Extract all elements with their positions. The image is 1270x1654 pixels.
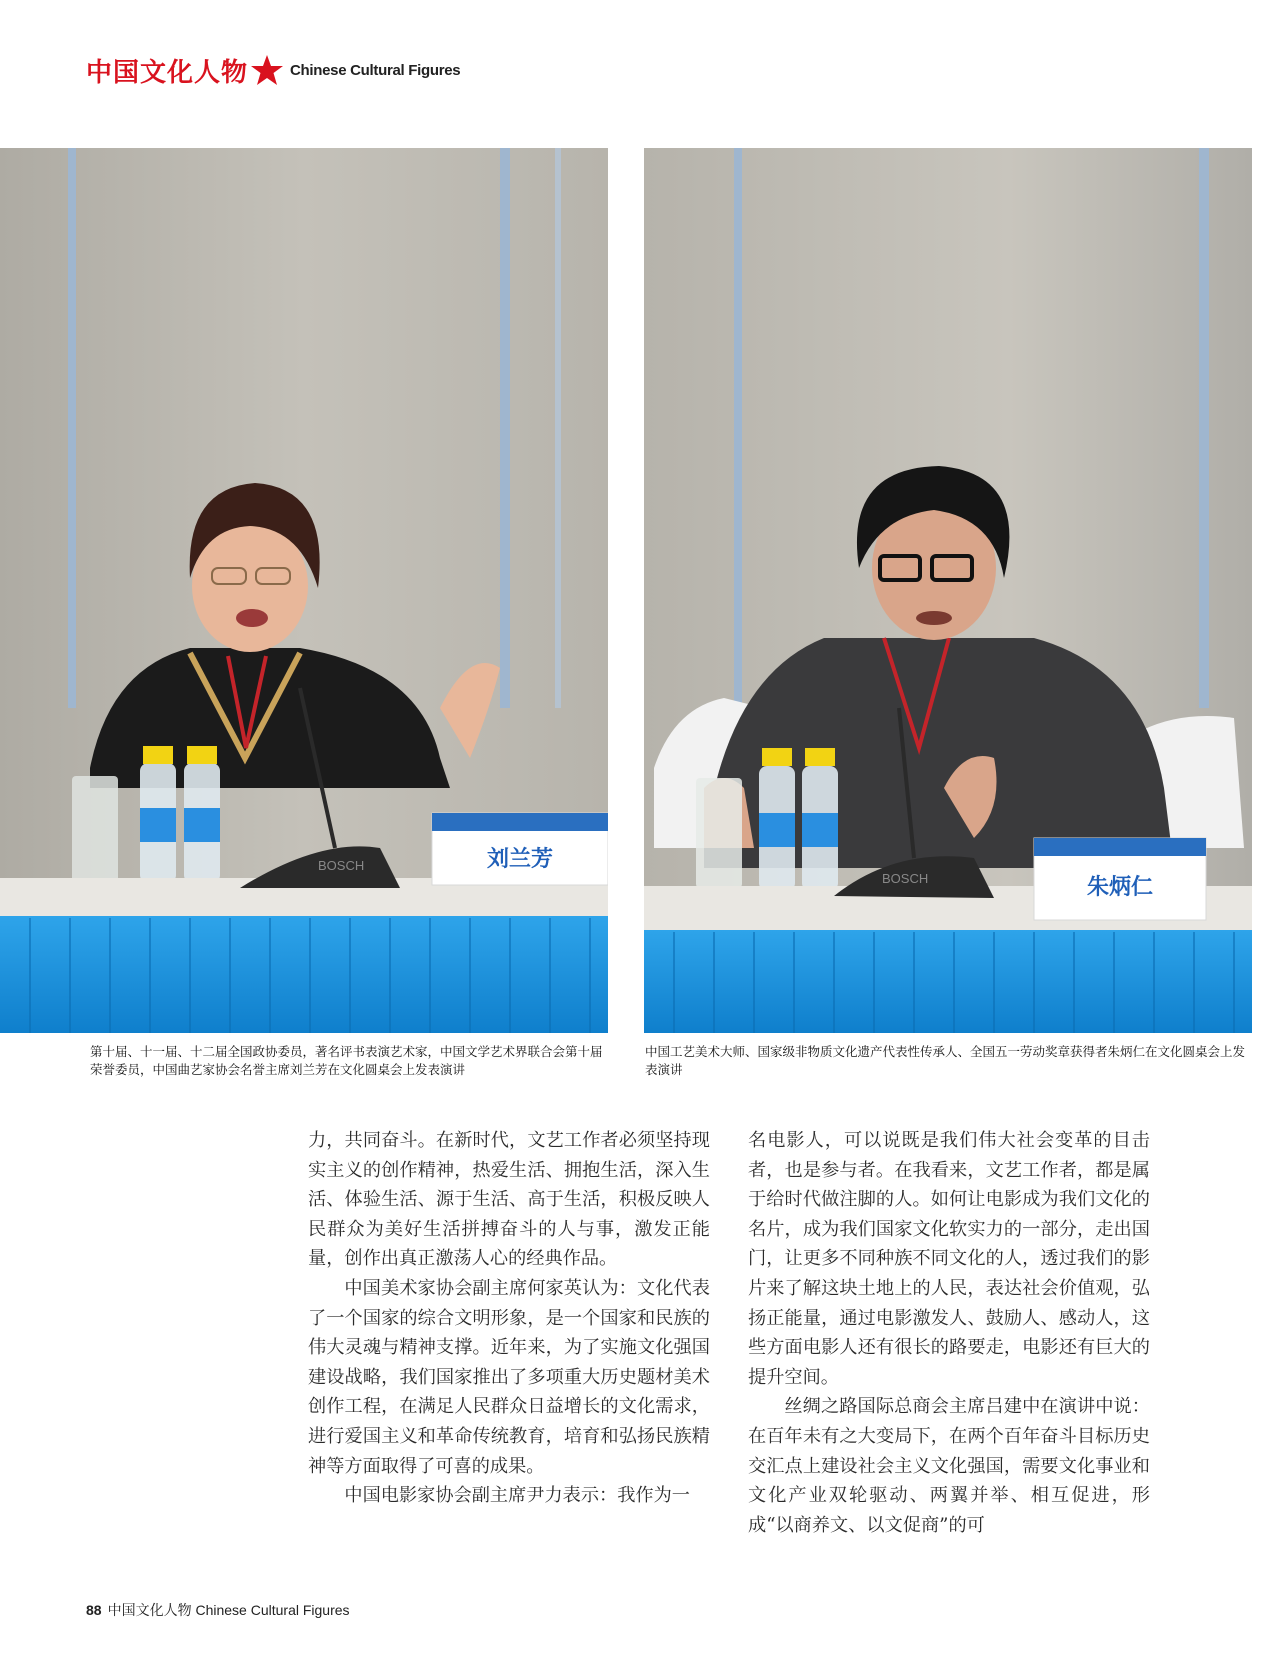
paragraph: 丝绸之路国际总商会主席吕建中在演讲中说：在百年未有之大变局下，在两个百年奋斗目标历史交汇点上建设社会主义文化强国，需要文化事业和文化产业双轮驱动、两翼并举、相互促进，形成“以商养文、以文促商”的可	[748, 1396, 1150, 1536]
red-star-icon	[250, 53, 284, 87]
magazine-header	[86, 50, 460, 90]
footer-publication: 中国文化人物 Chinese Cultural Figures	[107, 1602, 350, 1618]
photo-liu-lanfang	[0, 148, 608, 1033]
page-footer	[86, 1600, 350, 1620]
mic-brand-label: BOSCH	[318, 858, 365, 873]
header-brand-cn: 中国文化人物	[86, 57, 249, 88]
paragraph: 力，共同奋斗。在新时代，文艺工作者必须坚持现实主义的创作精神，热爱生活、拥抱生活，深入生活、体验生活、源于生活、高于生活，积极反映人民群众为美好生活拼搏奋斗的人与事，激发正能量，创作出真正激荡人心的经典作品。	[308, 1130, 710, 1270]
page-number: 88	[86, 1602, 102, 1618]
photo-zhu-bingren	[644, 148, 1252, 1033]
paragraph: 中国电影家协会副主席尹力表示：我作为一	[344, 1485, 690, 1507]
paragraph: 中国美术家协会副主席何家英认为：文化代表了一个国家的综合文明形象，是一个国家和民族的伟大灵魂与精神支撑。近年来，为了实施文化强国建设战略，我们国家推出了多项重大历史题材美术创作工程，在满足人民群众日益增长的文化需求，进行爱国主义和革命传统教育，培育和弘扬民族精神等方面取得了可喜的成果。	[308, 1277, 710, 1477]
article-column-left	[308, 1126, 710, 1511]
paragraph: 名电影人，可以说既是我们伟大社会变革的目击者，也是参与者。在我看来，文艺工作者，都是属于给时代做注脚的人。如何让电影成为我们文化的名片，成为我们国家文化软实力的一部分，走出国门，让更多不同种族不同文化的人，透过我们的影片来了解这块土地上的人民，表达社会价值观，弘扬正能量，通过电影激发人、鼓励人、感动人，这些方面电影人还有很长的路要走，电影还有巨大的提升空间。	[748, 1130, 1150, 1388]
article-column-right	[748, 1126, 1150, 1540]
header-brand-en: Chinese Cultural Figures	[290, 61, 461, 79]
photo-caption-right: 中国工艺美术大师、国家级非物质文化遗产代表性传承人、全国五一劳动奖章获得者朱炳仁在文化圆桌会上发表演讲	[645, 1044, 1246, 1077]
photo-caption-left: 第十届、十一届、十二届全国政协委员，著名评书表演艺术家，中国文学艺术界联合会第十届荣誉委员，中国曲艺家协会名誉主席刘兰芳在文化圆桌会上发表演讲	[90, 1044, 603, 1077]
name-card-zhu: 朱炳仁	[1086, 875, 1154, 900]
name-card-liu: 刘兰芳	[486, 847, 554, 872]
mic-brand-label: BOSCH	[882, 871, 929, 886]
